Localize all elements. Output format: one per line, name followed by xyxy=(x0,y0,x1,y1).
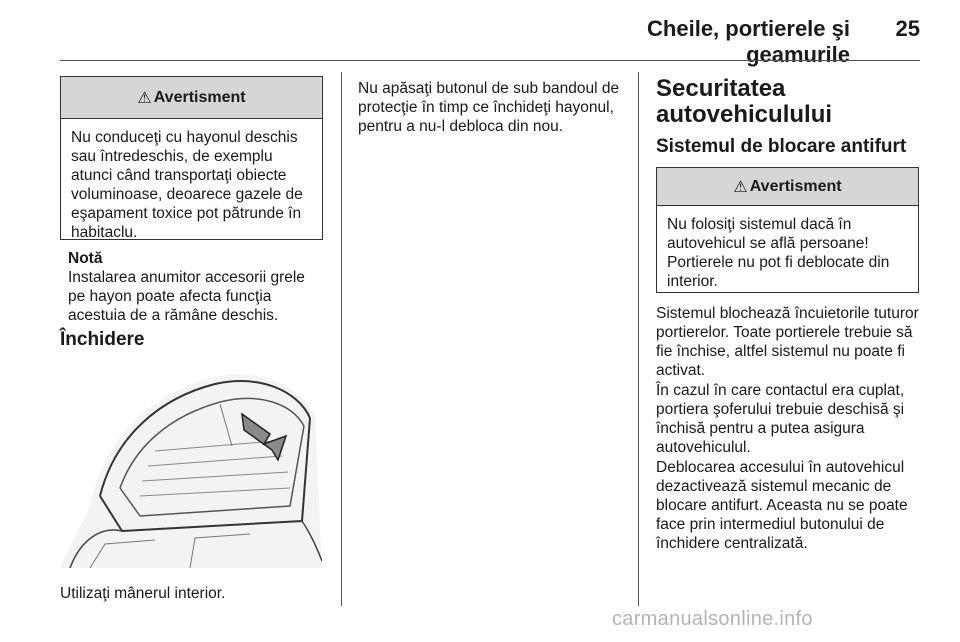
section-heading-vehicle-security: Securitatea autovehiculului xyxy=(656,75,833,128)
header-rule xyxy=(60,60,920,61)
warning-title: Avertisment xyxy=(749,177,842,195)
warning-triangle-icon: ⚠ xyxy=(733,178,748,196)
warning-triangle-icon: ⚠ xyxy=(137,89,152,107)
closing-instruction-text: Nu apăsaţi butonul de sub bandoul de protecţie în timp ce închideţi hayonul, pentru a nu-l debloca din nou. xyxy=(358,80,620,135)
warning-text: Nu conduceţi cu hayonul deschis sau întredeschis, de exemplu atunci când transportaţi obiecte voluminoase, deoarece gazele de eşapament toxice pot pătrunde în habitaclu. xyxy=(71,129,303,241)
column-divider-left xyxy=(341,72,342,606)
tailgate-closing-illustration xyxy=(60,356,322,568)
warning-title: Avertisment xyxy=(153,88,246,106)
page-header-title: Cheile, portierele şi geamurile xyxy=(647,16,850,67)
warning-box-anti-theft xyxy=(656,167,919,293)
anti-theft-paragraph-3: Deblocarea accesului în autovehicul dezactivează sistemul mecanic de blocare antifurt. Aceasta nu se poate face prin intermediul butonului de închidere centralizată. xyxy=(656,459,908,552)
warning-text: Nu folosiţi sistemul dacă în autovehicul se află persoane! Portierele nu pot fi deblocate din interior. xyxy=(667,216,890,290)
note-text: Instalarea anumitor accesorii grele pe hayon poate afecta funcţia acestuia de a rămâne deschis. xyxy=(68,269,305,324)
warning-header xyxy=(657,168,918,206)
anti-theft-paragraph-2: În cazul în care contactul era cuplat, portiera şoferului trebuie deschisă şi închisă pentru a putea asigura autovehiculul. xyxy=(656,382,905,456)
note-block xyxy=(68,249,322,325)
warning-box-tailgate xyxy=(60,76,323,240)
section-heading-closing: Închidere xyxy=(60,329,145,350)
anti-theft-paragraph-1: Sistemul blochează încuietorile tuturor portierelor. Toate portierele trebuie să fie închise, altfel sistemul nu poate fi activat. xyxy=(656,305,919,379)
page-number: 25 xyxy=(895,16,920,41)
closing-caption: Utilizaţi mânerul interior. xyxy=(60,585,226,602)
note-label: Notă xyxy=(68,250,103,267)
column-divider-right xyxy=(638,72,639,606)
subsection-heading-anti-theft: Sistemul de blocare antifurt xyxy=(656,136,907,157)
warning-header xyxy=(61,77,322,119)
site-watermark: carmanualsonline.info xyxy=(612,608,813,630)
